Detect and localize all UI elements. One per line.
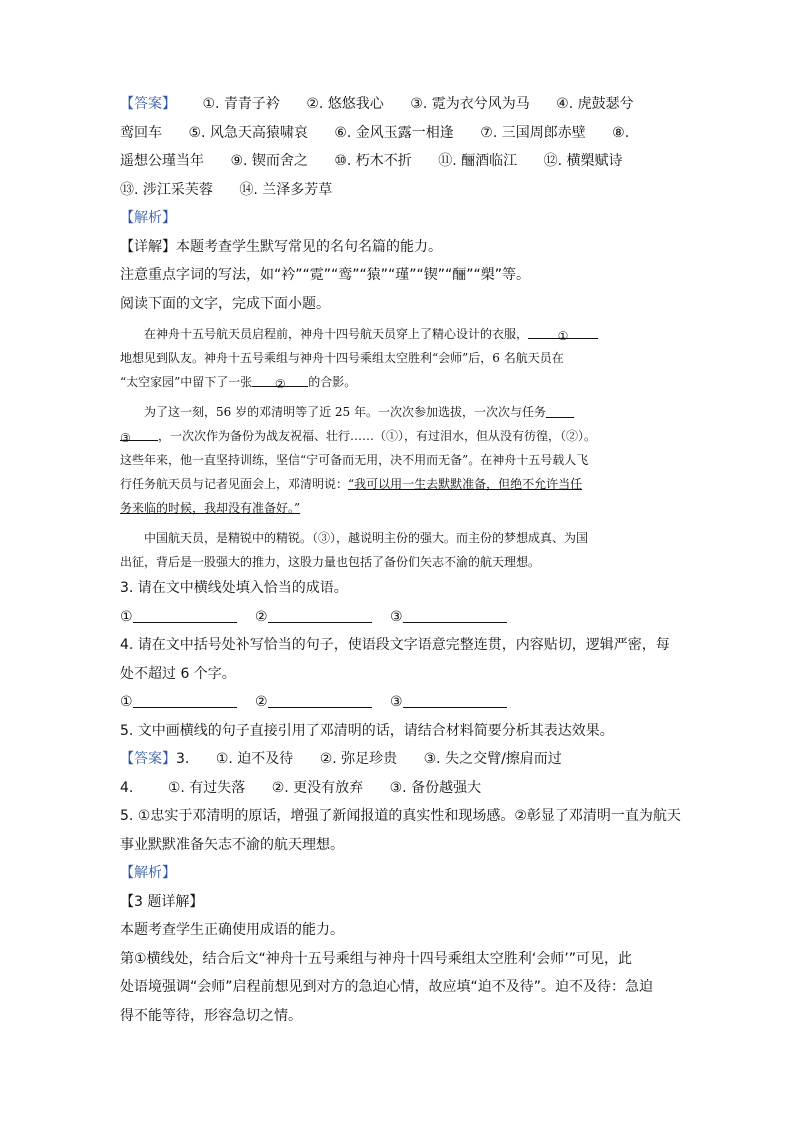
answer-blank[interactable] <box>268 608 372 623</box>
answer-item: ⑭. 兰泽多芳草 <box>239 181 333 198</box>
answer-item: ③. 霓为衣兮风为马 <box>410 96 530 112</box>
answer-item: ②. 弥足珍贵 <box>319 751 398 767</box>
answer-item: ②. 悠悠我心 <box>306 96 384 112</box>
detail-line <box>120 233 680 262</box>
answer-blank[interactable] <box>133 608 237 623</box>
document-page <box>120 90 680 1030</box>
question-4-line-1: 4. 请在文中括号处补写恰当的句子，使语段文字语意完整连贯，内容贴切，逻辑严密，每 <box>120 637 670 653</box>
blank-3[interactable] <box>120 426 158 445</box>
answer-blanks-row <box>120 603 680 632</box>
answer-item: ③. 备份越强大 <box>389 779 482 796</box>
answer-item: ⑨. 锲而舍之 <box>230 153 308 169</box>
answer-number: 4. <box>120 779 134 796</box>
passage-text: ，一次次作为备份为战友祝福、壮行……（①），有过泪水，但从没有彷徨，（②）。 <box>158 429 597 443</box>
underlined-quote: 务来临的时候，我却没有准备好。” <box>120 501 301 515</box>
answer-line-1 <box>120 90 680 119</box>
answer-item: ⑪. 酾酒临江 <box>438 153 518 169</box>
passage-text: 的合影。 <box>308 375 357 389</box>
analysis-tag: 【解析】 <box>120 210 176 226</box>
answer-blank[interactable] <box>133 693 237 708</box>
answer-3-line <box>120 745 680 774</box>
answer-item: 鸾回车 <box>120 124 162 141</box>
answer-item: ①. 青青子衿 <box>202 96 280 112</box>
answer-item: ⑩. 朽木不折 <box>334 153 412 169</box>
answer-item: 遥想公瑾当年 <box>120 153 204 169</box>
blank-marker: ② <box>274 377 286 391</box>
answer-tag: 【答案】 <box>120 96 176 112</box>
analysis-text: 得不能等待，形容急切之情。 <box>120 1007 302 1024</box>
answer-item: ④. 虎鼓瑟兮 <box>556 96 634 112</box>
analysis-text: 本题考查学生正确使用成语的能力。 <box>120 922 344 938</box>
answer-blank[interactable] <box>403 608 507 623</box>
passage-text: “太空家园”中留下了一张 <box>120 375 253 389</box>
analysis-text: 第①横线处，结合后文“神舟十五号乘组与神舟十四号乘组太空胜利‘会师’”可见，此 <box>120 950 632 967</box>
detail-text: 本题考查学生默写常见的名句名篇的能力。 <box>176 238 442 255</box>
answer-line-4 <box>120 176 680 205</box>
answer-item: ⑤. 风急天高猿啸哀 <box>188 124 308 141</box>
blank-label: ② <box>255 608 268 625</box>
blank-2[interactable] <box>252 372 308 391</box>
analysis-text: 处语境强调“会师”启程前想见到对方的急迫心情，故应填“迫不及待”。迫不及待：急迫 <box>120 979 654 995</box>
answer-line-3 <box>120 147 680 176</box>
answer-item: ⑦. 三国周郎赤壁 <box>480 124 586 141</box>
answer-5-line-1: 5. ①忠实于邓清明的原话，增强了新闻报道的真实性和现场感。②彰显了邓清明一直为航天 <box>120 808 681 824</box>
answer-tag: 【答案】 <box>120 751 176 767</box>
answer-item: ⑥. 金风玉露一相逢 <box>334 124 454 141</box>
answer-item: ②. 更没有放弃 <box>271 779 364 796</box>
passage-text: 为了这一刻，56 岁的邓清明等了近 25 年。一次次参加选拔，一次次与任务 <box>144 405 546 419</box>
answer-4-line <box>120 774 680 803</box>
answer-5-line-2: 事业默默准备矢志不渝的航天理想。 <box>120 836 344 853</box>
blank-label: ① <box>120 694 133 710</box>
blank-label: ③ <box>390 608 403 625</box>
passage-line: 中国航天员，是精锐中的精锐。（③），越说明主份的强大。而主份的梦想成真、为国 <box>144 531 589 545</box>
answer-item: ⑫. 横槊赋诗 <box>543 153 623 169</box>
answer-item: ③. 失之交臂/擦肩而过 <box>423 751 562 767</box>
passage-line <box>120 424 680 448</box>
passage-line: 地想见到队友。神舟十五号乘组与神舟十四号乘组太空胜利“会师”后，6 名航天员在 <box>120 351 564 365</box>
passage-line: 出征，背后是一股强大的推力，这股力量也包括了备份们矢志不渝的航天理想。 <box>120 555 541 569</box>
passage-line <box>120 400 680 424</box>
passage-line <box>120 496 680 520</box>
note-line: 注意重点字词的写法，如“衿”“霓”“鸾”“猿”“瑾”“锲”“酾”“槊”等。 <box>120 267 531 283</box>
blank-label: ① <box>120 608 133 625</box>
blank-3-start[interactable] <box>546 403 574 418</box>
passage-line <box>120 370 680 394</box>
answer-item: ⑧. <box>612 124 630 141</box>
blank-marker: ① <box>557 329 569 343</box>
passage-line <box>120 322 680 346</box>
answer-number: 3. <box>176 751 190 767</box>
answer-blank[interactable] <box>403 693 507 708</box>
blank-label: ③ <box>390 694 403 710</box>
question-3: 3. 请在文中横线处填入恰当的成语。 <box>120 580 348 596</box>
answer-blanks-row <box>120 688 680 717</box>
blank-marker: ③ <box>120 431 131 445</box>
answer-item: ①. 迫不及待 <box>215 751 294 767</box>
passage-text: 在神舟十五号航天员启程前，神舟十四号航天员穿上了精心设计的衣服， <box>144 327 529 341</box>
question-4-line-2: 处不超过 6 个字。 <box>120 665 236 682</box>
answer-blank[interactable] <box>268 693 372 708</box>
passage-line <box>120 472 680 496</box>
answer-item: ⑬. 涉江采芙蓉 <box>120 181 213 198</box>
analysis-tag: 【解析】 <box>120 865 176 881</box>
blank-label: ② <box>255 694 268 710</box>
question-5: 5. 文中画横线的句子直接引用了邓清明的话，请结合材料简要分析其表达效果。 <box>120 722 614 739</box>
detail-tag: 【详解】 <box>120 238 176 255</box>
passage-line: 这些年来，他一直坚持训练，坚信“宁可备而无用，决不用而无备”。在神舟十五号载人飞 <box>120 453 589 467</box>
answer-item: ①. 有过失落 <box>167 779 246 796</box>
answer-line-2 <box>120 119 680 148</box>
read-instruction: 阅读下面的文字，完成下面小题。 <box>120 295 330 312</box>
detail-tag: 【3 题详解】 <box>120 893 204 910</box>
passage-text: 行任务航天员与记者见面会上，邓清明说： <box>120 477 349 491</box>
blank-1[interactable] <box>528 324 598 343</box>
underlined-quote: “我可以用一生去默默准备，但绝不允许当任 <box>348 477 583 491</box>
